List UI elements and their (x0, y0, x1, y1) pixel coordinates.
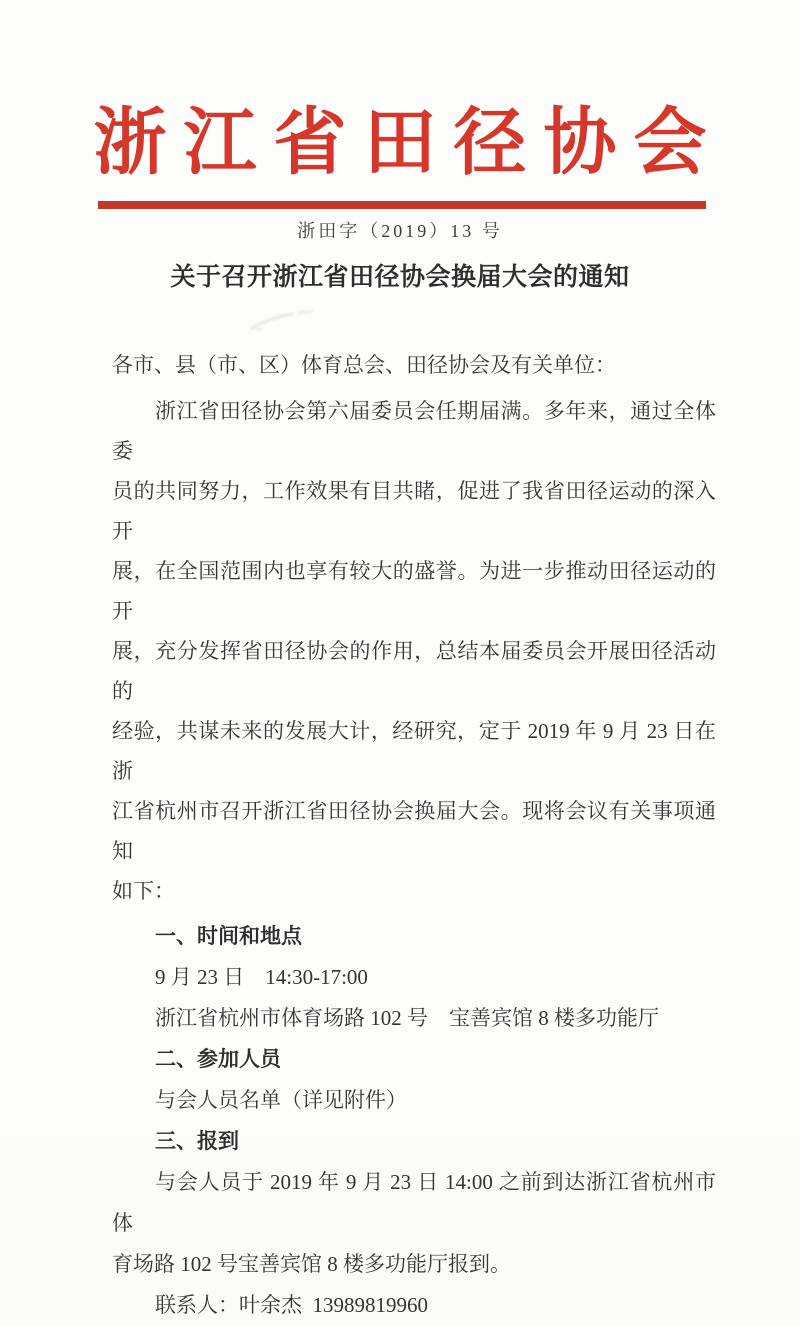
paragraph-line: 如下： (112, 879, 175, 903)
paragraph-line: 员的共同努力，工作效果有目共睹，促进了我省田径运动的深入开 (112, 479, 716, 543)
section-heading-time-place: 一、时间和地点 (155, 924, 302, 948)
participants-line: 与会人员名单（详见附件） (155, 1088, 407, 1112)
meeting-address-line: 浙江省杭州市体育场路 102 号 宝善宾馆 8 楼多功能厅 (155, 1006, 659, 1030)
document-body (112, 345, 716, 1326)
document-title: 关于召开浙江省田径协会换届大会的通知 (170, 263, 630, 291)
doc-number: 浙田字（2019）13 号 (297, 221, 503, 241)
section-heading-checkin: 三、报到 (155, 1129, 239, 1153)
intro-paragraph (112, 391, 716, 911)
salutation-line: 各市、县（市、区）体育总会、田径协会及有关单位： (112, 353, 616, 377)
section-heading-participants: 二、参加人员 (155, 1047, 281, 1071)
meeting-time-line: 9 月 23 日 14:30-17:00 (155, 965, 368, 989)
paragraph-line: 经验，共谋未来的发展大计，经研究，定于 2019 年 9 月 23 日在浙 (112, 719, 716, 783)
letterhead-divider (98, 201, 706, 209)
notice-sections (112, 916, 716, 1326)
paragraph-line: 浙江省田径协会第六届委员会任期届满。多年来，通过全体委 (112, 399, 716, 463)
paragraph-line: 展，充分发挥省田径协会的作用，总结本届委员会开展田径活动的 (112, 639, 716, 703)
checkin-line-continued: 育场路 102 号宝善宾馆 8 楼多功能厅报到。 (112, 1252, 511, 1276)
contact-line: 联系人：叶余杰 13989819960 (155, 1293, 428, 1317)
scan-smudge (246, 304, 320, 334)
paragraph-line: 江省杭州市召开浙江省田径协会换届大会。现将会议有关事项通知 (112, 799, 716, 863)
paragraph-line: 展，在全国范围内也享有较大的盛誉。为进一步推动田径运动的开 (112, 559, 716, 623)
checkin-line: 与会人员于 2019 年 9 月 23 日 14:00 之前到达浙江省杭州市体 (112, 1170, 716, 1235)
letterhead-title: 浙江省田径协会 (93, 102, 724, 183)
